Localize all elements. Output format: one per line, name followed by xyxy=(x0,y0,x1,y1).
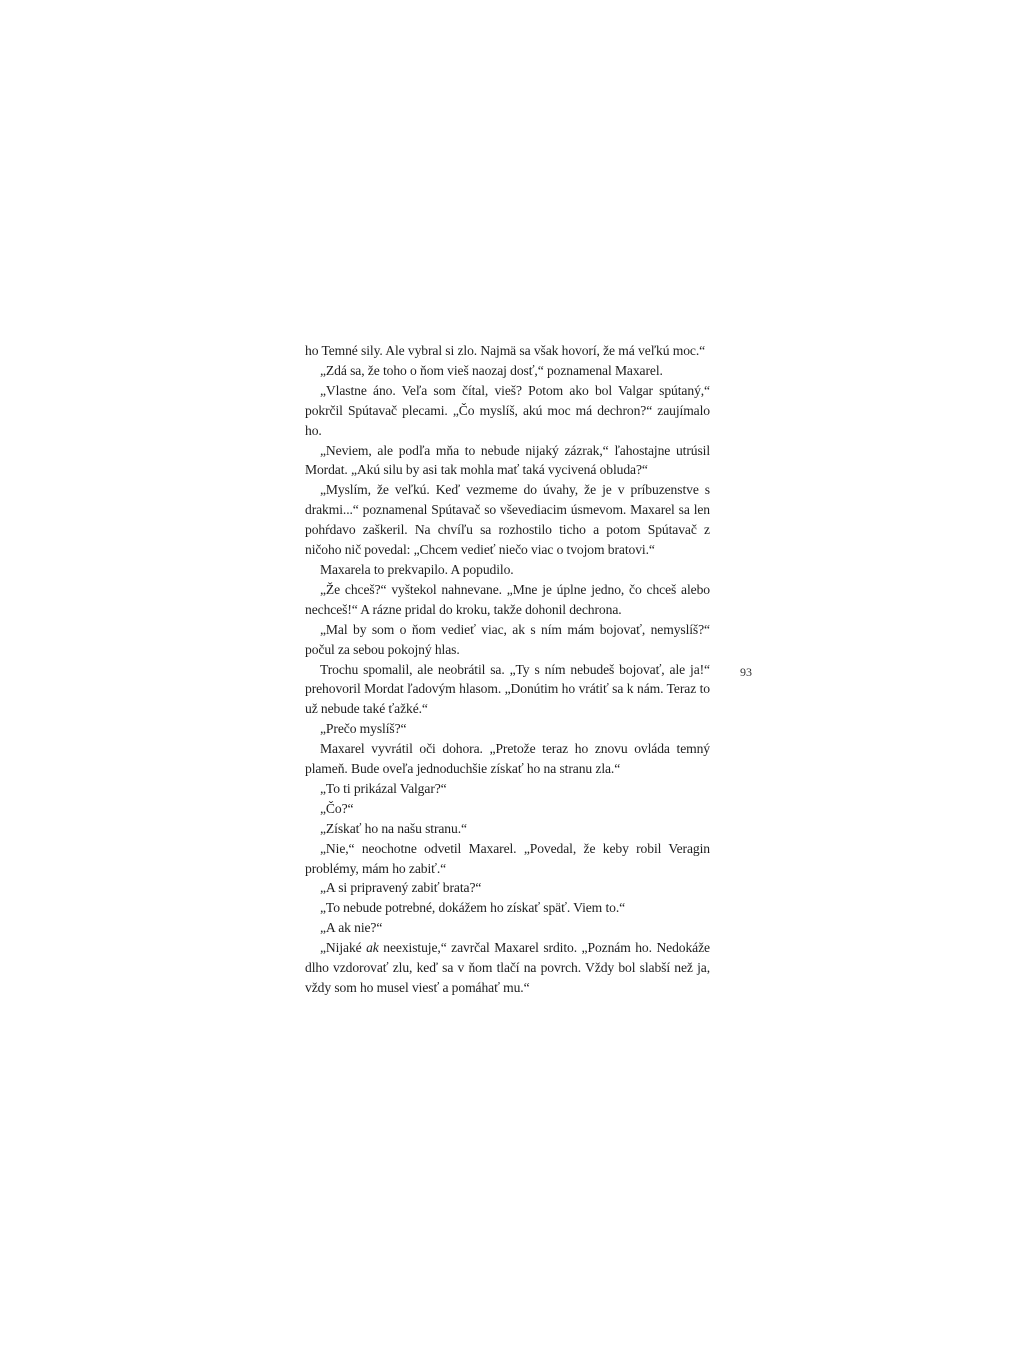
paragraph: ho Temné sily. Ale vybral si zlo. Najmä sa však hovorí, že má veľkú moc.“ xyxy=(305,343,706,358)
paragraph-text: „Nijaké xyxy=(320,940,367,956)
paragraph: Maxarel vyvrátil oči dohora. „Pretože teraz ho znovu ovláda temný plameň. Bude oveľa jednoduchšie získať ho na stranu zla.“ xyxy=(305,741,710,777)
paragraph: „Zdá sa, že toho o ňom vieš naozaj dosť,“ poznamenal Maxarel. xyxy=(320,362,663,378)
paragraph: „To nebude potrebné, dokážem ho získať späť. Viem to.“ xyxy=(320,900,626,916)
paragraph: „Čo?“ xyxy=(320,800,354,816)
paragraph: Maxarela to prekvapilo. A popudilo. xyxy=(320,561,514,577)
paragraph xyxy=(305,938,710,998)
paragraph: „A ak nie?“ xyxy=(320,920,383,936)
paragraph: Trochu spomalil, ale neobrátil sa. „Ty s ním nebudeš bojovať, ale ja!“ prehovoril Mordat ľadovým hlasom. „Donútim ho vrátiť sa k nám. Teraz to už nebude také ťažké.“ xyxy=(305,661,710,717)
paragraph: „Získať ho na našu stranu.“ xyxy=(320,820,467,836)
page-text-block xyxy=(305,341,710,998)
paragraph: „Myslím, že veľkú. Keď vezmeme do úvahy, že je v príbuzenstve s drakmi...“ poznamenal Spútavač so vševediacim úsmevom. Maxarel sa len pohŕdavo zaškeril. Na chvíľu sa rozhostilo ticho a potom Spútavač z ničoho nič povedal: „Chcem vedieť niečo viac o tvojom bratovi.“ xyxy=(305,482,710,558)
paragraph: „Mal by som o ňom vedieť viac, ak s ním mám bojovať, nemyslíš?“ počul za sebou pokojný hlas. xyxy=(305,621,710,657)
paragraph: „Neviem, ale podľa mňa to nebude nijaký zázrak,“ ľahostajne utrúsil Mordat. „Akú silu by asi tak mohla mať taká vycivená obluda?“ xyxy=(305,442,710,478)
page-number: 93 xyxy=(740,665,752,679)
paragraph: „Nie,“ neochotne odvetil Maxarel. „Povedal, že keby robil Veragin problémy, mám ho zabiť.“ xyxy=(305,840,710,876)
paragraph: „A si pripravený zabiť brata?“ xyxy=(320,880,482,896)
paragraph: „Vlastne áno. Veľa som čítal, vieš? Potom ako bol Valgar spútaný,“ pokrčil Spútavač plecami. „Čo myslíš, akú moc má dechron?“ zaujímalo ho. xyxy=(305,382,710,438)
paragraph: „Prečo myslíš?“ xyxy=(320,721,407,737)
paragraph-text: neexistuje,“ zavrčal Maxarel srdito. „Poznám ho. Nedokáže dlho vzdorovať zlu, keď sa v ňom tlačí na povrch. Vždy bol slabší než ja, vždy som ho musel viesť a pomáhať mu.“ xyxy=(305,940,710,995)
paragraph: „To ti prikázal Valgar?“ xyxy=(320,780,447,796)
emphasized-word: ak xyxy=(366,940,379,956)
paragraph: „Že chceš?“ vyštekol nahnevane. „Mne je úplne jedno, čo chceš alebo nechceš!“ A rázne pridal do kroku, takže dohonil dechrona. xyxy=(305,581,710,617)
